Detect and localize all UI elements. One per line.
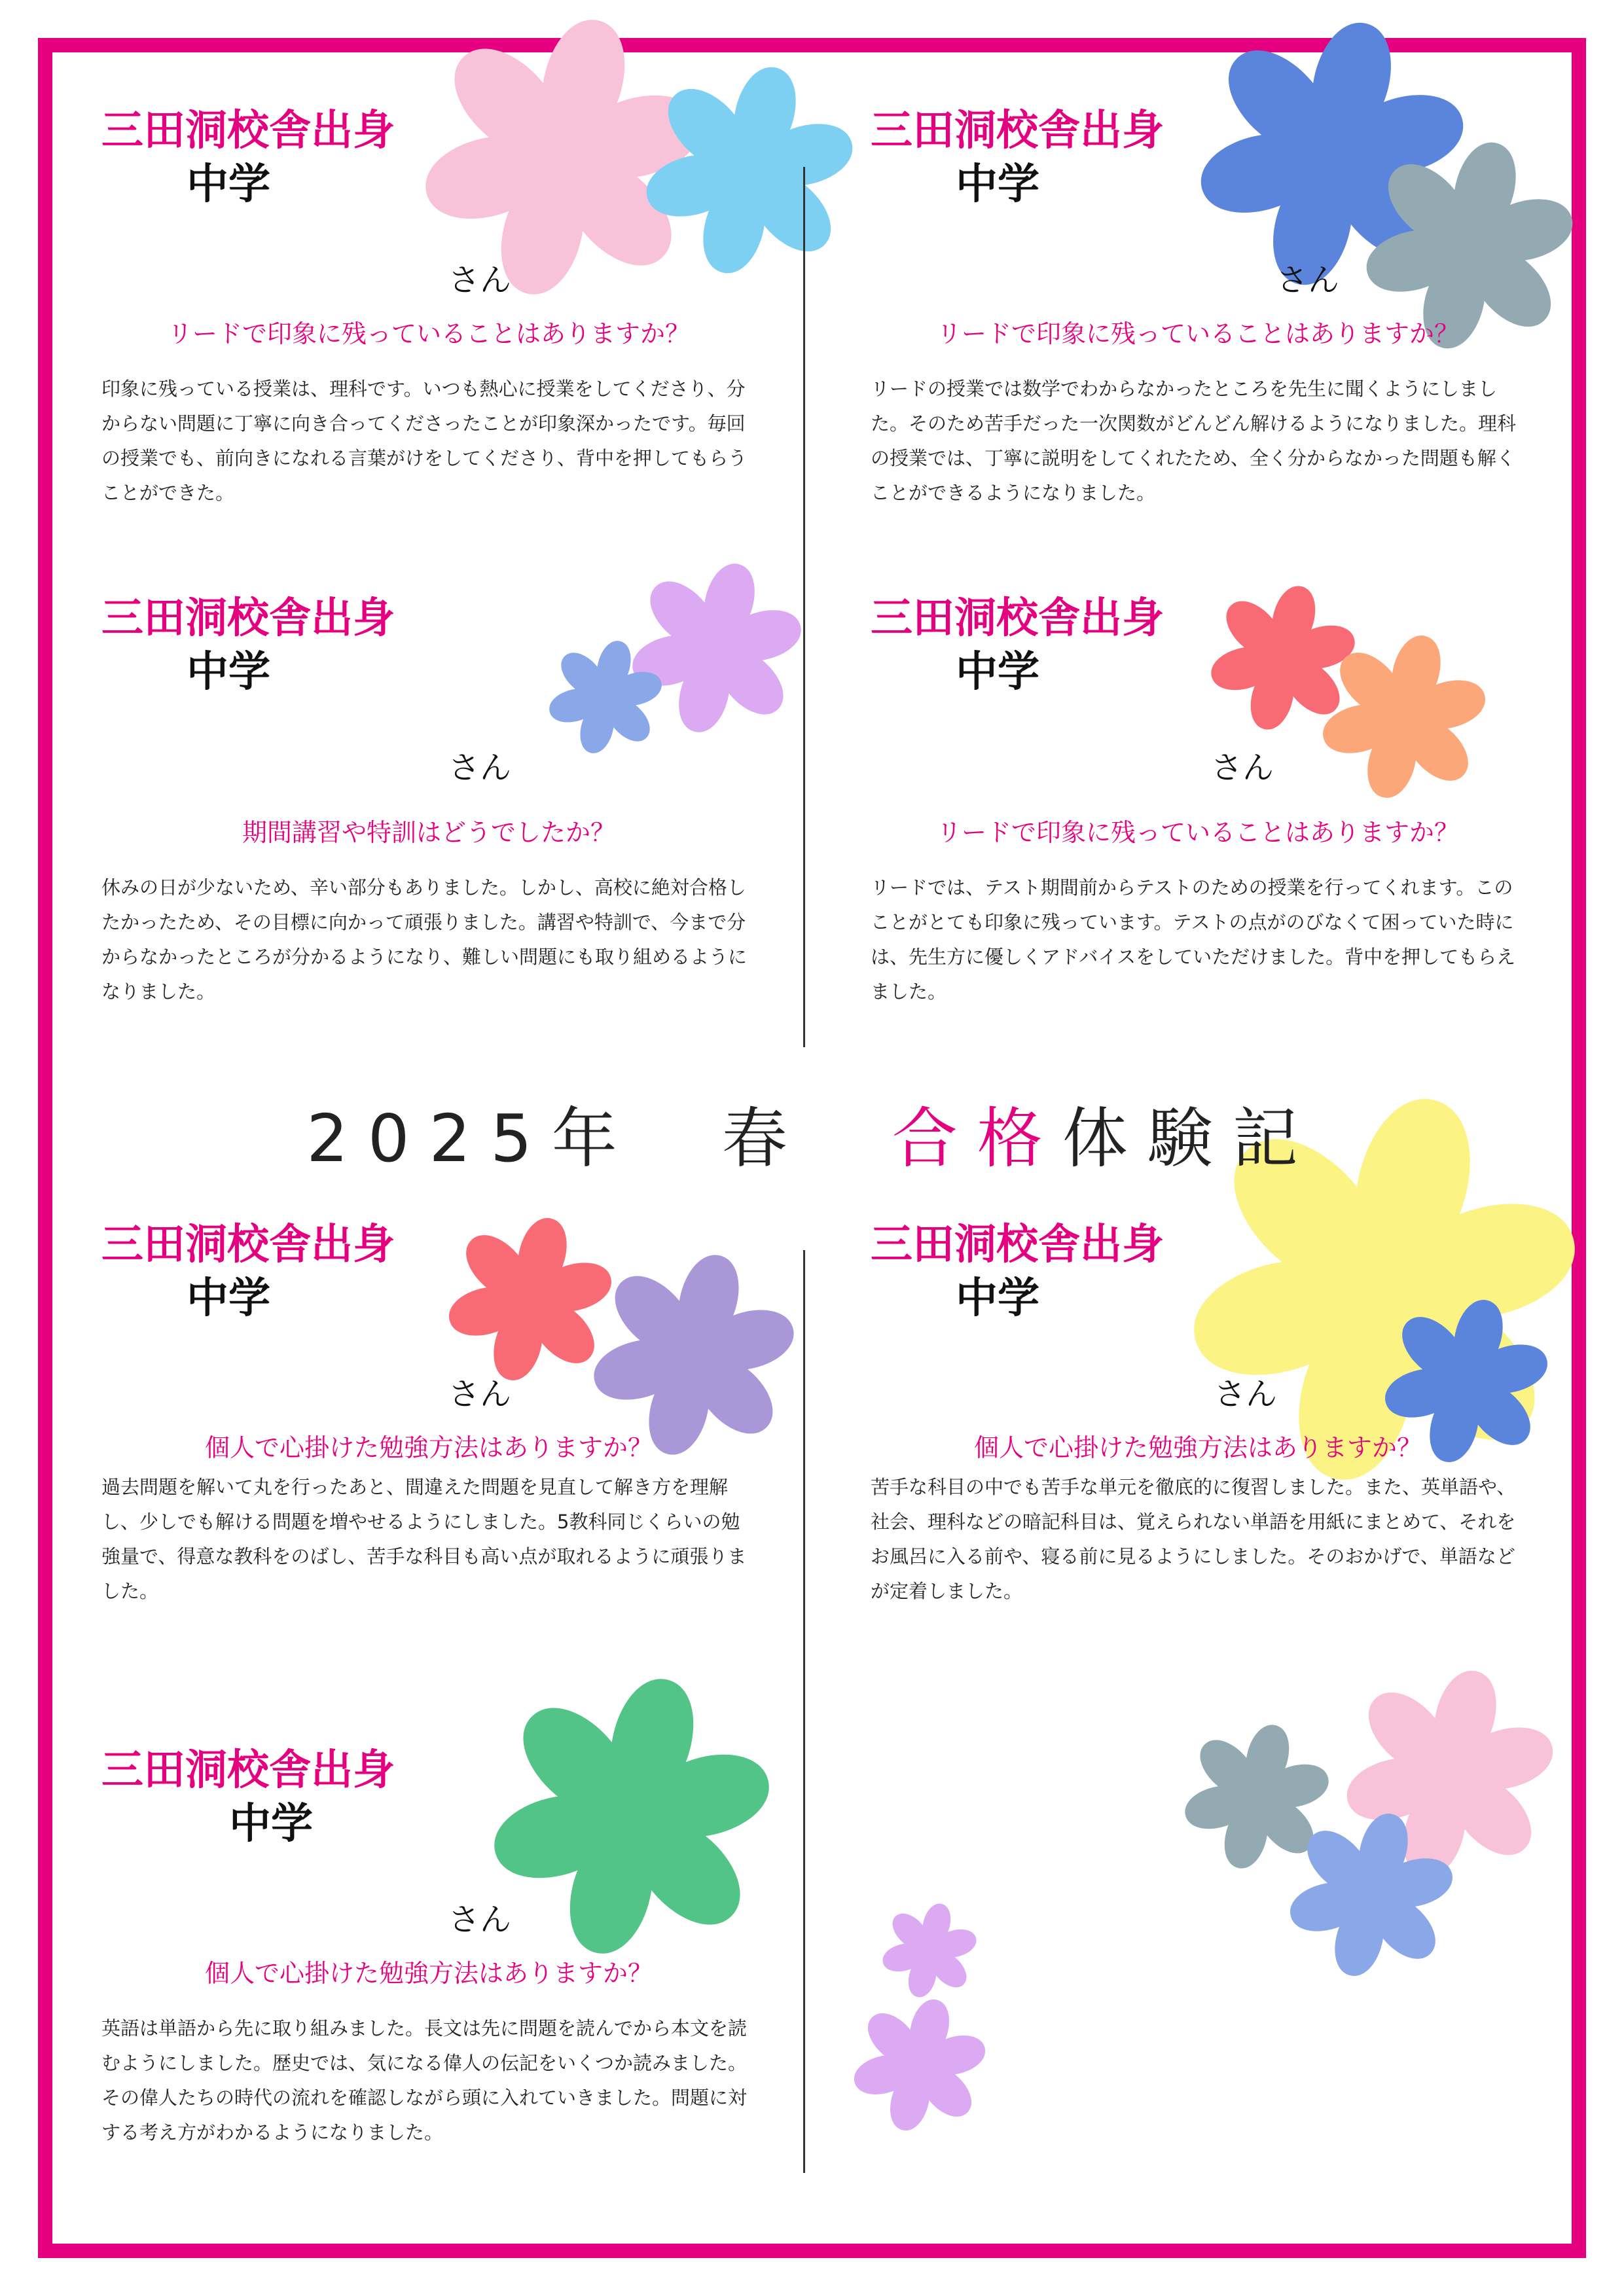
column-divider: [803, 1250, 805, 2173]
flower-icon: [589, 1250, 799, 1460]
question-heading: 個人で心掛けた勉強方法はありますか？: [204, 1433, 653, 1462]
school-name: 三田洞校舎出身: [101, 594, 395, 643]
title-prefix: 2025年 春: [306, 1100, 892, 1177]
question-heading: リードで印象に残っていることはありますか？: [167, 319, 690, 348]
flower-icon: [1286, 1810, 1456, 1980]
junior-high-label: 中学: [187, 1274, 270, 1323]
answer-text: リードでは、テスト期間前からテストのための授業を行ってくれます。このことがとても印象に残っています。テストの点がのびなくて困っていた時には、先生方に優しくアドバイスをしていただけました。背中を押してもらえました。: [871, 876, 1516, 1003]
junior-high-label: 中学: [956, 1274, 1039, 1323]
school-name: 三田洞校舎出身: [101, 1221, 395, 1269]
flower-icon: [1319, 632, 1489, 802]
school-name: 三田洞校舎出身: [871, 107, 1164, 155]
junior-high-label: 中学: [229, 1800, 313, 1848]
school-name: 三田洞校舎出身: [101, 107, 395, 155]
junior-high-label: 中学: [187, 648, 270, 696]
flower-icon: [880, 1901, 979, 2000]
student-honorific: さん: [1276, 262, 1340, 298]
flower-icon: [851, 1996, 988, 2134]
flower-icon: [488, 1672, 776, 1960]
question-heading: リードで印象に残っていることはありますか？: [936, 319, 1459, 348]
student-honorific: さん: [1214, 1376, 1278, 1412]
school-name: 三田洞校舎出身: [871, 594, 1164, 643]
column-divider: [803, 167, 805, 1047]
answer-text: 休みの日が少ないため、辛い部分もありました。しかし、高校に絶対合格したかったため、その目標に向かって頑張りました。講習や特訓で、今まで分からなかったところが分かるようになり、難しい問題にも取り組めるようになりました。: [101, 876, 748, 1003]
student-honorific: さん: [448, 1376, 512, 1412]
answer-text: リードの授業では数学でわからなかったところを先生に聞くようにしました。そのため苦手だった一次関数がどんどん解けるようになりました。理科の授業では、丁寧に説明をしてくれたため、全く分からなかった問題も解くことができるようになりました。: [871, 378, 1517, 504]
title-highlight: 合格: [892, 1100, 1062, 1177]
question-heading: 個人で心掛けた勉強方法はありますか？: [204, 1959, 653, 1988]
junior-high-label: 中学: [956, 160, 1039, 209]
answer-text: 苦手な科目の中でも苦手な単元を徹底的に復習しました。また、英単語や、社会、理科などの暗記科目は、覚えられない単語を用紙にまとめて、それをお風呂に入る前や、寝る前に見るようにしました。そのおかげで、単語などが定着しました。: [871, 1476, 1516, 1602]
question-heading: 期間講習や特訓はどうでしたか？: [242, 818, 615, 847]
student-honorific: さん: [1211, 749, 1274, 786]
answer-text: 過去問題を解いて丸を行ったあと、間違えた問題を見直して解き方を理解し、少しでも解ける問題を増やせるようにしました。5教科同じくらいの勉強量で、得意な教科をのばし、苦手な科目も高い点が取れるように頑張りました。: [101, 1476, 747, 1602]
flower-icon: [547, 638, 664, 756]
flower-icon: [641, 62, 857, 278]
student-honorific: さん: [448, 1901, 512, 1938]
answer-text: 印象に残っている授業は、理科です。いつも熱心に授業をしてくださり、分からない問題に丁寧に向き合ってくださったことが印象深かったです。毎回の授業でも、前向きになれる言葉がけをしてくださり、背中を押してもらうことができた。: [101, 378, 748, 504]
page-title: [0, 1100, 1624, 1178]
answer-text: 英語は単語から先に取り組みました。長文は先に問題を読んでから本文を読むようにしました。歴史では、気になる偉人の伝記をいくつか読みました。その偉人たちの時代の流れを確認しながら頭に入れていきました。問題に対する考え方がわかるようになりました。: [101, 2017, 748, 2144]
title-suffix: 体験記: [1062, 1100, 1318, 1177]
junior-high-label: 中学: [956, 648, 1039, 696]
student-honorific: さん: [448, 262, 512, 298]
junior-high-label: 中学: [187, 160, 270, 209]
school-name: 三田洞校舎出身: [871, 1221, 1164, 1269]
question-heading: 個人で心掛けた勉強方法はありますか？: [973, 1433, 1422, 1462]
student-honorific: さん: [448, 749, 512, 786]
school-name: 三田洞校舎出身: [101, 1746, 395, 1795]
question-heading: リードで印象に残っていることはありますか？: [936, 818, 1459, 847]
